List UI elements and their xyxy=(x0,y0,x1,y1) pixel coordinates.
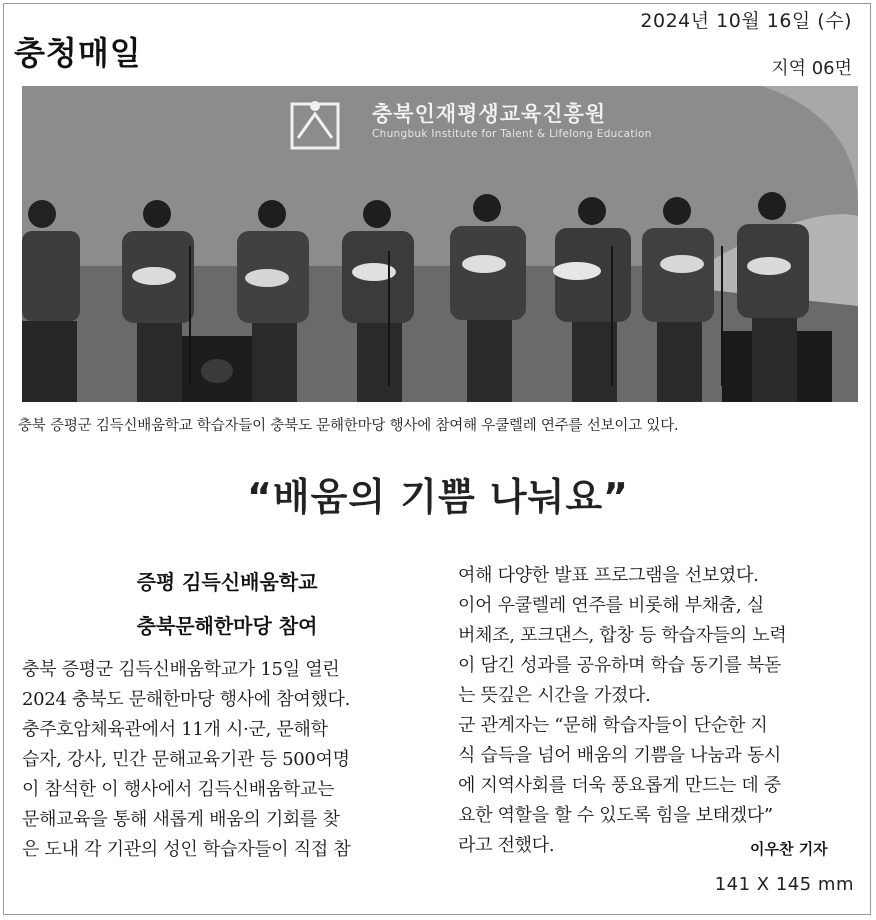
section-page: 지역 06면 xyxy=(771,58,852,79)
body-line: 습자, 강사, 민간 문해교육기관 등 500여명 xyxy=(22,749,350,770)
banner-subtitle: Chungbuk Institute for Talent & Lifelong Education xyxy=(372,128,652,140)
newspaper-masthead: 충청매일 xyxy=(14,34,142,72)
body-line: 이 참석한 이 행사에서 김득신배움학교는 xyxy=(22,779,335,800)
body-line: 충북 증평군 김득신배움학교가 15일 열린 xyxy=(22,659,340,680)
banner-title: 충북인재평생교육진흥원 xyxy=(372,102,607,126)
body-line: 충주호암체육관에서 11개 시·군, 문해학 xyxy=(22,719,328,740)
photo-caption: 충북 증평군 김득신배움학교 학습자들이 충북도 문해한마당 행사에 참여해 우쿨렐레 연주를 선보이고 있다. xyxy=(18,418,679,434)
body-line: 여해 다양한 발표 프로그램을 선보였다. xyxy=(458,565,759,586)
article-photo xyxy=(22,86,858,402)
reporter-byline: 이우찬 기자 xyxy=(750,840,828,858)
body-line: 이어 우쿨렐레 연주를 비롯해 부채춤, 실 xyxy=(458,595,764,616)
body-line: 요한 역할을 할 수 있도록 힘을 보태겠다” xyxy=(458,805,773,826)
body-column-right xyxy=(458,561,858,861)
body-line: 는 뜻깊은 시간을 가졌다. xyxy=(458,685,651,706)
body-line: 2024 충북도 문해한마당 행사에 참여했다. xyxy=(22,689,351,710)
body-line: 은 도내 각 기관의 성인 학습자들이 직접 참 xyxy=(22,839,351,860)
article-headline: “배움의 기쁨 나눠요” xyxy=(246,475,630,519)
body-line: 버체조, 포크댄스, 합창 등 학습자들의 노력 xyxy=(458,625,787,646)
body-line: 에 지역사회를 더욱 풍요롭게 만드는 데 중 xyxy=(458,775,782,796)
body-column-left xyxy=(22,655,434,865)
body-line: 이 담긴 성과를 공유하며 학습 동기를 북돋 xyxy=(458,655,782,676)
body-line: 라고 전했다. xyxy=(458,835,555,856)
body-line: 문해교육을 통해 새롭게 배움의 기회를 찾 xyxy=(22,809,340,830)
subheadline: 증평 김득신배움학교 xyxy=(136,570,318,594)
subheadline: 충북문해한마당 참여 xyxy=(136,614,318,638)
body-line: 식 습득을 넘어 배움의 기쁨을 나눔과 동시 xyxy=(458,745,782,766)
publication-date: 2024년 10월 16일 (수) xyxy=(640,10,852,32)
clipping-size: 141 X 145 mm xyxy=(714,874,854,895)
body-line: 군 관계자는 “문해 학습자들이 단순한 지 xyxy=(458,715,768,736)
